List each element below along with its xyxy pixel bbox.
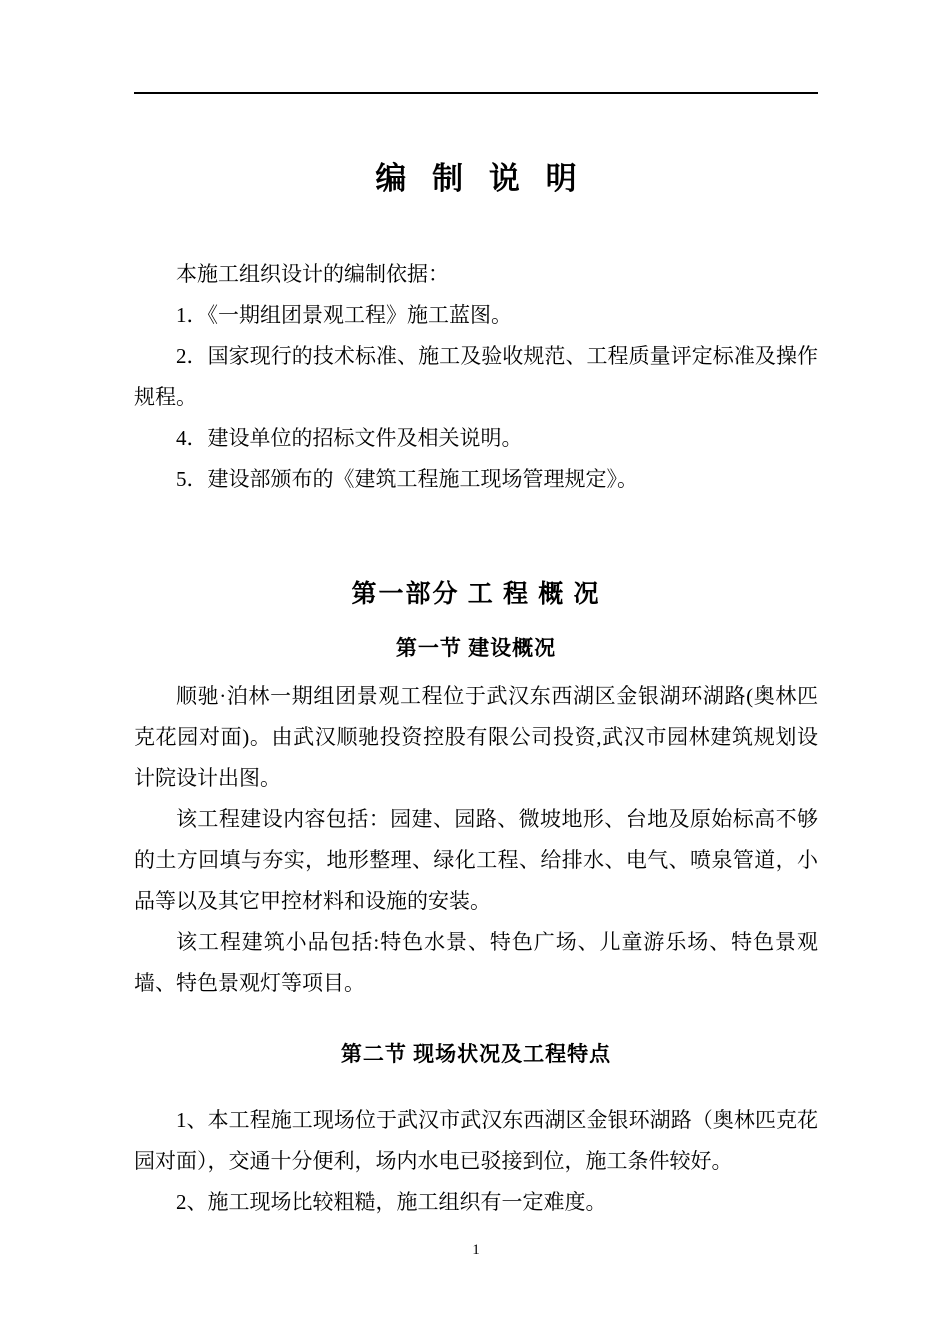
section-2-paragraph: 2、施工现场比较粗糙，施工组织有一定难度。 [176, 1190, 607, 1214]
section-heading-2: 第二节 现场状况及工程特点 [340, 1042, 612, 1066]
page-footer [134, 1240, 818, 1260]
section-2-paragraph: 1、本工程施工现场位于武汉市武汉东西湖区金银环湖路（奥林匹克花园对面），交通十分便利，场内水电已驳接到位，施工条件较好。 [134, 1108, 818, 1173]
document-content [134, 140, 818, 1223]
basis-list-item: 1．《一期组团景观工程》施工蓝图。 [176, 303, 512, 327]
basis-list-item: 2．国家现行的技术标准、施工及验收规范、工程质量评定标准及操作规程。 [134, 344, 818, 409]
pre-section-2-spacer [134, 1004, 818, 1034]
intro-lead-paragraph: 本施工组织设计的编制依据： [176, 262, 449, 286]
basis-list-item: 5．建设部颁布的《建筑工程施工现场管理规定》。 [176, 467, 638, 491]
document-title: 编 制 说 明 [375, 161, 586, 196]
basis-list [134, 295, 818, 500]
part-heading-spacer [134, 616, 818, 628]
section-heading-1: 第一节 建设概况 [395, 636, 557, 660]
pre-part-heading-spacer [134, 500, 818, 574]
page-number: 1 [472, 1242, 480, 1258]
section-2-spacer [134, 1074, 818, 1100]
header-rule-line [134, 92, 818, 94]
title-spacer [134, 202, 818, 254]
basis-list-item: 4．建设单位的招标文件及相关说明。 [176, 426, 523, 450]
section-1-paragraph: 该工程建设内容包括：园建、园路、微坡地形、台地及原始标高不够的土方回填与夯实，地形整理、绿化工程、给排水、电气、喷泉管道，小品等以及其它甲控材料和设施的安装。 [134, 807, 818, 913]
section-1-paragraph: 该工程建筑小品包括:特色水景、特色广场、儿童游乐场、特色景观墙、特色景观灯等项目。 [134, 930, 818, 995]
part-heading: 第一部分 工 程 概 况 [351, 581, 601, 608]
section-1-paragraph: 顺驰·泊林一期组团景观工程位于武汉东西湖区金银湖环湖路(奥林匹克花园对面)。由武汉顺驰投资控股有限公司投资,武汉市园林建筑规划设计院设计出图。 [134, 684, 818, 790]
page-header [134, 60, 818, 94]
section-1-spacer [134, 668, 818, 676]
